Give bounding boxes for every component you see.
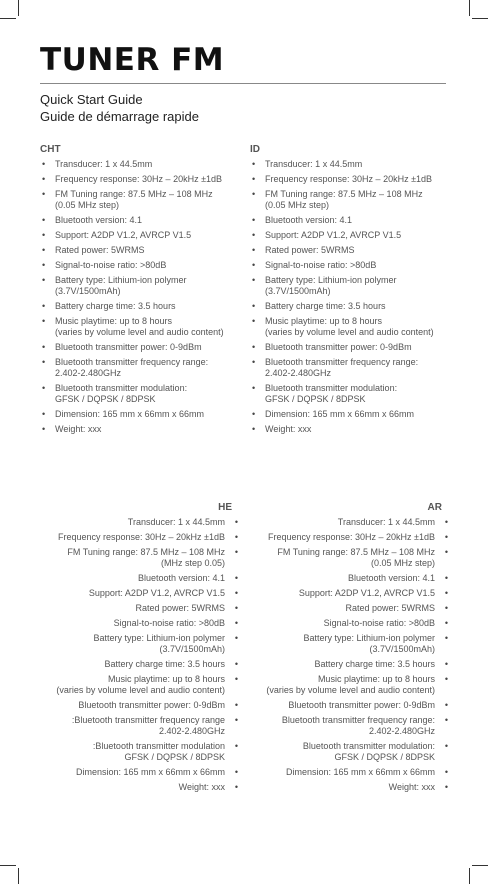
spec-item-line: (varies by volume level and audio content) bbox=[266, 685, 435, 695]
spec-item-line: Frequency response: 30Hz – 20kHz ±1dB bbox=[57, 532, 225, 542]
spec-item bbox=[40, 260, 250, 271]
spec-item-line: (3.7V/1500mAh) bbox=[369, 644, 435, 654]
subtitle-english: Quick Start Guide bbox=[40, 92, 143, 107]
spec-item-line: Bluetooth version: 4.1 bbox=[347, 573, 435, 583]
spec-item bbox=[40, 275, 250, 297]
spec-item-line: Bluetooth version: 4.1 bbox=[265, 215, 353, 225]
spec-item bbox=[40, 174, 250, 185]
spec-item-line: GFSK / DQPSK / 8DPSK bbox=[265, 394, 366, 404]
spec-item-line: Battery type: Lithium-ion polymer bbox=[265, 275, 397, 285]
spec-item-line: (varies by volume level and audio content) bbox=[265, 327, 434, 337]
spec-list bbox=[240, 517, 450, 793]
spec-item-line: Weight: xxx bbox=[55, 424, 102, 434]
spec-item bbox=[40, 245, 250, 256]
spec-item-line: Bluetooth transmitter frequency range: bbox=[265, 357, 419, 367]
spec-item-line: Dimension: 165 mm x 66mm x 66mm bbox=[265, 409, 415, 419]
spec-item-line: Frequency response: 30Hz – 20kHz ±1dB bbox=[267, 532, 435, 542]
spec-item-line: GFSK / DQPSK / 8DPSK bbox=[124, 752, 225, 762]
spec-item-line: Battery charge time: 3.5 hours bbox=[104, 659, 225, 669]
spec-item bbox=[30, 603, 240, 614]
spec-item-line: Signal-to-noise ratio: >80dB bbox=[113, 618, 225, 628]
spec-item bbox=[250, 245, 460, 256]
spec-item-line: (0.05 MHz step) bbox=[265, 200, 330, 210]
spec-item bbox=[40, 357, 250, 379]
spec-item bbox=[30, 532, 240, 543]
spec-item bbox=[40, 409, 250, 420]
spec-item-line: (3.7V/1500mAh) bbox=[55, 286, 121, 296]
spec-item-line: Battery type: Lithium-ion polymer bbox=[303, 633, 435, 643]
spec-item bbox=[250, 357, 460, 379]
spec-item-line: Signal-to-noise ratio: >80dB bbox=[55, 260, 167, 270]
spec-item-line: (3.7V/1500mAh) bbox=[159, 644, 225, 654]
spec-item bbox=[250, 174, 460, 185]
section-heading: CHT bbox=[40, 144, 61, 155]
spec-item bbox=[250, 260, 460, 271]
spec-item bbox=[30, 547, 240, 569]
spec-item bbox=[30, 782, 240, 793]
spec-item bbox=[240, 573, 450, 584]
spec-item bbox=[30, 700, 240, 711]
document-title: TUNER FM bbox=[40, 42, 225, 78]
spec-item-line: Bluetooth transmitter power: 0-9dBm bbox=[78, 700, 225, 710]
crop-mark bbox=[18, 868, 19, 884]
spec-item-line: Bluetooth transmitter modulation: bbox=[55, 383, 188, 393]
spec-item bbox=[240, 633, 450, 655]
spec-item bbox=[30, 633, 240, 655]
title-rule bbox=[40, 83, 446, 84]
crop-mark bbox=[0, 18, 16, 19]
spec-item-line: Music playtime: up to 8 hours bbox=[317, 674, 435, 684]
spec-item bbox=[30, 741, 240, 763]
spec-item bbox=[40, 230, 250, 241]
subtitle-french: Guide de démarrage rapide bbox=[40, 109, 199, 124]
spec-item-line: Support: A2DP V1.2, AVRCP V1.5 bbox=[88, 588, 225, 598]
spec-item bbox=[240, 659, 450, 670]
spec-item bbox=[40, 383, 250, 405]
spec-item-line: GFSK / DQPSK / 8DPSK bbox=[55, 394, 156, 404]
spec-item-line: Frequency response: 30Hz – 20kHz ±1dB bbox=[55, 174, 223, 184]
spec-item-line: Weight: xxx bbox=[178, 782, 225, 792]
spec-item-line: FM Tuning range: 87.5 MHz – 108 MHz bbox=[277, 547, 435, 557]
crop-mark bbox=[18, 0, 19, 16]
spec-section-cht bbox=[40, 144, 250, 439]
spec-item bbox=[40, 189, 250, 211]
spec-item-line: Bluetooth transmitter power: 0-9dBm bbox=[265, 342, 412, 352]
spec-item bbox=[240, 547, 450, 569]
spec-item-line: Frequency response: 30Hz – 20kHz ±1dB bbox=[265, 174, 433, 184]
spec-item bbox=[240, 741, 450, 763]
spec-item bbox=[250, 275, 460, 297]
spec-item bbox=[30, 573, 240, 584]
spec-item-line: Battery charge time: 3.5 hours bbox=[314, 659, 435, 669]
crop-mark bbox=[469, 0, 470, 16]
spec-item-line: Rated power: 5WRMS bbox=[345, 603, 435, 613]
spec-item bbox=[240, 674, 450, 696]
spec-item-line: Dimension: 165 mm x 66mm x 66mm bbox=[285, 767, 435, 777]
spec-item bbox=[30, 588, 240, 599]
spec-item bbox=[240, 767, 450, 778]
spec-item bbox=[240, 532, 450, 543]
spec-item-line: Transducer: 1 x 44.5mm bbox=[337, 517, 435, 527]
spec-item-line: FM Tuning range: 87.5 MHz – 108 MHz bbox=[55, 189, 213, 199]
spec-item bbox=[30, 674, 240, 696]
spec-item-line: FM Tuning range: 87.5 MHz – 108 MHz bbox=[265, 189, 423, 199]
spec-section-he bbox=[30, 502, 240, 797]
spec-item bbox=[30, 715, 240, 737]
spec-item bbox=[250, 215, 460, 226]
spec-item-line: Dimension: 165 mm x 66mm x 66mm bbox=[55, 409, 205, 419]
spec-item-line: :Bluetooth transmitter frequency range bbox=[71, 715, 225, 725]
spec-item bbox=[240, 603, 450, 614]
spec-item-line: Bluetooth transmitter frequency range: bbox=[55, 357, 209, 367]
spec-item-line: Weight: xxx bbox=[265, 424, 312, 434]
crop-mark bbox=[0, 865, 16, 866]
spec-item-line: Rated power: 5WRMS bbox=[55, 245, 145, 255]
spec-item-line: Transducer: 1 x 44.5mm bbox=[55, 159, 153, 169]
section-heading: AR bbox=[427, 502, 442, 513]
spec-item-line: Music playtime: up to 8 hours bbox=[55, 316, 173, 326]
spec-item-line: Bluetooth transmitter modulation: bbox=[265, 383, 398, 393]
spec-item bbox=[30, 767, 240, 778]
spec-list bbox=[40, 159, 250, 435]
spec-item bbox=[250, 230, 460, 241]
spec-item-line: Bluetooth version: 4.1 bbox=[137, 573, 225, 583]
spec-item-line: (varies by volume level and audio content) bbox=[55, 327, 224, 337]
spec-item bbox=[40, 316, 250, 338]
section-heading: ID bbox=[250, 144, 260, 155]
spec-item bbox=[40, 424, 250, 435]
spec-item-line: Weight: xxx bbox=[388, 782, 435, 792]
spec-item-line: Signal-to-noise ratio: >80dB bbox=[265, 260, 377, 270]
spec-item bbox=[240, 517, 450, 528]
spec-item bbox=[30, 517, 240, 528]
spec-item bbox=[40, 342, 250, 353]
spec-item bbox=[250, 159, 460, 170]
spec-item bbox=[250, 316, 460, 338]
spec-section-ar bbox=[240, 502, 450, 797]
spec-item-line: Music playtime: up to 8 hours bbox=[265, 316, 383, 326]
spec-item-line: :Bluetooth transmitter modulation bbox=[92, 741, 225, 751]
crop-mark bbox=[472, 18, 488, 19]
spec-item bbox=[250, 424, 460, 435]
spec-item-line: (MHz step 0.05) bbox=[160, 558, 225, 568]
spec-item bbox=[30, 659, 240, 670]
spec-item bbox=[240, 700, 450, 711]
spec-item-line: Support: A2DP V1.2, AVRCP V1.5 bbox=[55, 230, 192, 240]
spec-item-line: FM Tuning range: 87.5 MHz – 108 MHz bbox=[67, 547, 225, 557]
spec-item-line: Rated power: 5WRMS bbox=[265, 245, 355, 255]
spec-item bbox=[240, 618, 450, 629]
spec-item-line: Battery type: Lithium-ion polymer bbox=[93, 633, 225, 643]
spec-item-line: Bluetooth transmitter power: 0-9dBm bbox=[55, 342, 202, 352]
spec-item-line: 2.402-2.480GHz bbox=[158, 726, 225, 736]
spec-item-line: Music playtime: up to 8 hours bbox=[107, 674, 225, 684]
section-heading: HE bbox=[218, 502, 232, 513]
spec-list bbox=[30, 517, 240, 793]
spec-item-line: (0.05 MHz step) bbox=[370, 558, 435, 568]
spec-item bbox=[30, 618, 240, 629]
spec-item-line: Battery type: Lithium-ion polymer bbox=[55, 275, 187, 285]
spec-item bbox=[40, 159, 250, 170]
spec-item bbox=[240, 782, 450, 793]
spec-item bbox=[250, 342, 460, 353]
spec-list bbox=[250, 159, 460, 435]
spec-item-line: Battery charge time: 3.5 hours bbox=[265, 301, 386, 311]
spec-item-line: Bluetooth transmitter frequency range: bbox=[281, 715, 435, 725]
spec-item bbox=[250, 383, 460, 405]
spec-item bbox=[40, 215, 250, 226]
spec-item-line: Transducer: 1 x 44.5mm bbox=[265, 159, 363, 169]
spec-item bbox=[250, 301, 460, 312]
spec-item-line: 2.402-2.480GHz bbox=[55, 368, 122, 378]
spec-item-line: Signal-to-noise ratio: >80dB bbox=[323, 618, 435, 628]
crop-mark bbox=[469, 868, 470, 884]
spec-item-line: 2.402-2.480GHz bbox=[265, 368, 332, 378]
spec-item-line: (varies by volume level and audio content) bbox=[56, 685, 225, 695]
spec-item-line: (0.05 MHz step) bbox=[55, 200, 120, 210]
spec-item bbox=[250, 189, 460, 211]
spec-item-line: Support: A2DP V1.2, AVRCP V1.5 bbox=[265, 230, 402, 240]
spec-item-line: Bluetooth transmitter power: 0-9dBm bbox=[288, 700, 435, 710]
spec-item bbox=[40, 301, 250, 312]
spec-item-line: Support: A2DP V1.2, AVRCP V1.5 bbox=[298, 588, 435, 598]
spec-item-line: Bluetooth transmitter modulation: bbox=[302, 741, 435, 751]
spec-item bbox=[250, 409, 460, 420]
spec-item-line: Dimension: 165 mm x 66mm x 66mm bbox=[75, 767, 225, 777]
spec-item-line: Rated power: 5WRMS bbox=[135, 603, 225, 613]
spec-item-line: Battery charge time: 3.5 hours bbox=[55, 301, 176, 311]
spec-item-line: Bluetooth version: 4.1 bbox=[55, 215, 143, 225]
spec-item bbox=[240, 715, 450, 737]
crop-mark bbox=[472, 865, 488, 866]
spec-section-id bbox=[250, 144, 460, 439]
spec-item bbox=[240, 588, 450, 599]
spec-item-line: GFSK / DQPSK / 8DPSK bbox=[334, 752, 435, 762]
spec-item-line: Transducer: 1 x 44.5mm bbox=[127, 517, 225, 527]
spec-item-line: (3.7V/1500mAh) bbox=[265, 286, 331, 296]
spec-item-line: 2.402-2.480GHz bbox=[368, 726, 435, 736]
